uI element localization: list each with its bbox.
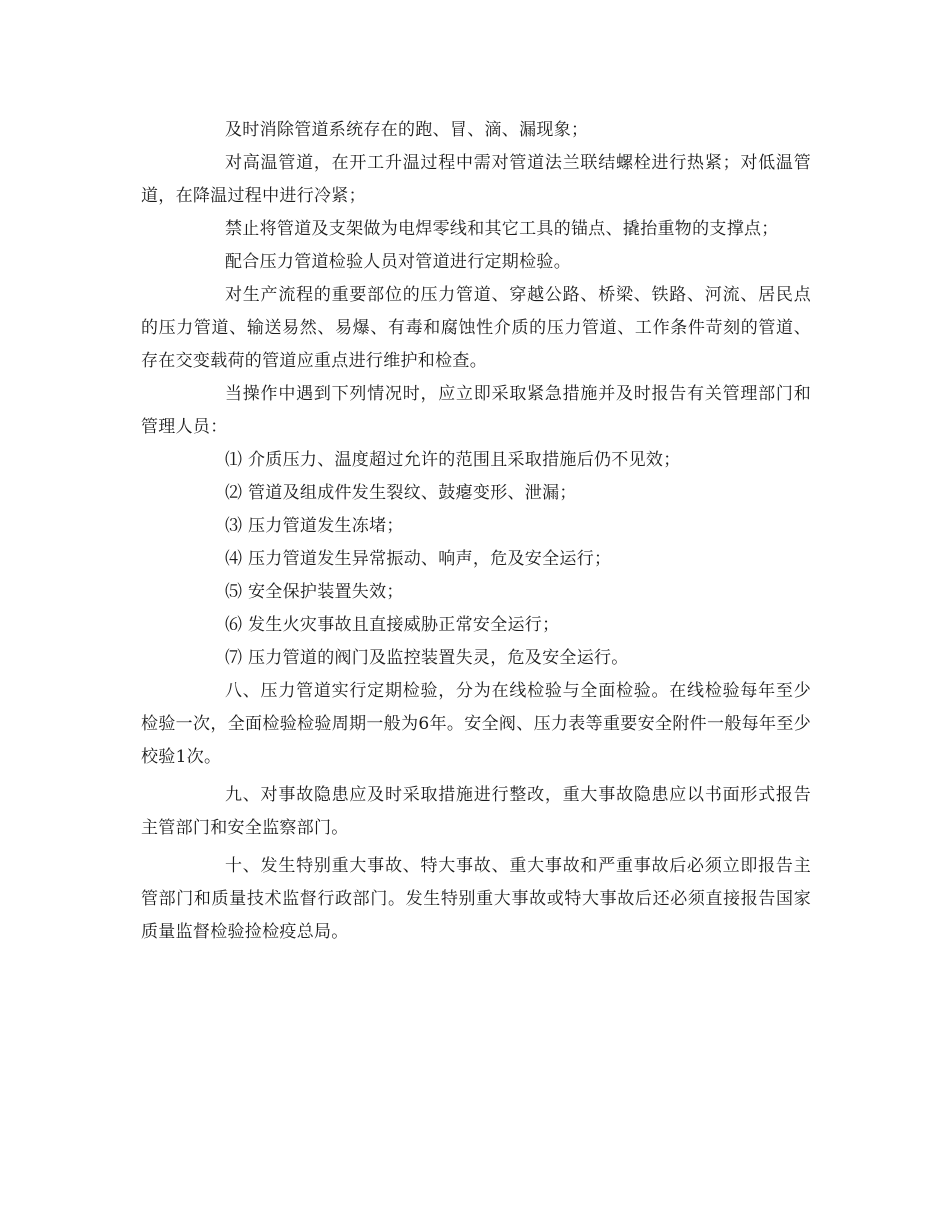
paragraph-temperature-fastening: 对高温管道，在开工升温过程中需对管道法兰联结螺栓进行热紧；对低温管道，在降温过程中进行冷紧； [141, 153, 811, 206]
list-item: ⑹ 发生火灾事故且直接威胁正常安全运行； [225, 615, 560, 635]
section-eight-periodic-inspection: 八、压力管道实行定期检验，分为在线检验与全面检验。在线检验每年至少检验一次，全面检验检验周期一般为6年。安全阀、压力表等重要安全附件一般每年至少校验1次。 [141, 681, 811, 767]
paragraph-emergency-intro: 当操作中遇到下列情况时，应立即采取紧急措施并及时报告有关管理部门和管理人员： [141, 384, 811, 437]
list-item: ⑷ 压力管道发生异常振动、响声，危及安全运行； [225, 549, 612, 569]
document-body [141, 114, 811, 949]
list-item: ⑺ 压力管道的阀门及监控装置失灵，危及安全运行。 [225, 648, 629, 668]
paragraph-anchor-prohibition: 禁止将管道及支架做为电焊零线和其它工具的锚点、撬抬重物的支撑点； [225, 219, 779, 239]
list-item: ⑶ 压力管道发生冻堵； [225, 516, 404, 536]
paragraph-key-maintenance: 对生产流程的重要部位的压力管道、穿越公路、桥梁、铁路、河流、居民点的压力管道、输送易然、易爆、有毒和腐蚀性介质的压力管道、工作条件苛刻的管道、存在交变载荷的管道应重点进行维护和检查。 [141, 285, 811, 371]
section-ten-accident-reporting: 十、发生特别重大事故、特大事故、重大事故和严重事故后必须立即报告主管部门和质量技术监督行政部门。发生特别重大事故或特大事故后还必须直接报告国家质量监督检验捡检疫总局。 [141, 856, 811, 942]
paragraph-leak-elimination: 及时消除管道系统存在的跑、冒、滴、漏现象； [225, 120, 589, 140]
paragraph-inspection-cooperation: 配合压力管道检验人员对管道进行定期检验。 [225, 252, 571, 272]
list-item: ⑴ 介质压力、温度超过允许的范围且采取措施后仍不见效； [225, 450, 681, 470]
list-item: ⑵ 管道及组成件发生裂纹、鼓瘪变形、泄漏； [225, 483, 577, 503]
list-item: ⑸ 安全保护装置失效； [225, 582, 404, 602]
section-nine-hazard-rectification: 九、对事故隐患应及时采取措施进行整改，重大事故隐患应以书面形式报告主管部门和安全监察部门。 [141, 785, 811, 838]
